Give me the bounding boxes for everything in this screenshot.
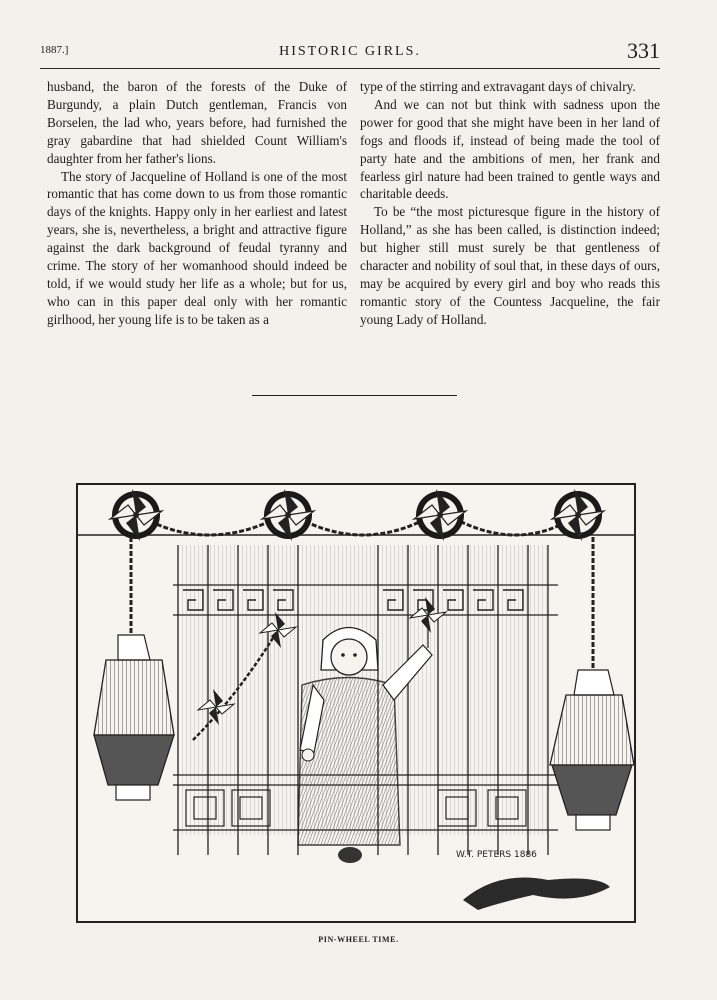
paragraph: husband, the baron of the forests of the Duke of Burgundy, a plain Dutch gentleman, Francis von Borselen, the lad who, years before, had furnished the gray gabardine that had shielded Count William's daughter from her father's lions. <box>47 79 347 166</box>
artist-signature: W.T. PETERS 1886 <box>456 850 537 860</box>
right-column <box>360 78 660 329</box>
section-divider <box>252 395 457 396</box>
left-lantern <box>94 635 174 800</box>
header-year: 1887.] <box>40 44 69 56</box>
right-lantern <box>550 670 634 830</box>
paragraph: To be “the most picturesque figure in the history of Holland,” as she has been called, is distinction indeed; but higher still must surely be that gentleness of character and nobility of soul that, in these days of ours, may be acquired by every girl and boy who reads this romantic story of the Countess Jacqueline, the fair young Lady of Holland. <box>360 204 660 327</box>
page-number: 331 <box>627 38 660 63</box>
paragraph: type of the stirring and extravagant days of chivalry. <box>360 79 636 94</box>
paragraph: The story of Jacqueline of Holland is one of the most romantic that has come down to us from those romantic days of the knights. Happy only in her earliest and latest years, she is, nevertheless, a bright and attractive figure against the dark background of feudal tyranny and crime. The story of her womanhood should indeed be told, if we would study her life as a whole; but for us, who can in this paper deal only with her romantic girlhood, her young life is to be taken as a <box>47 168 347 327</box>
illustration-caption: PIN-WHEEL TIME. <box>318 935 399 944</box>
illustration-drawing <box>78 485 634 921</box>
pin-wheel-illustration <box>76 483 636 923</box>
left-column <box>47 78 347 329</box>
paragraph: And we can not but think with sadness upon the power for good that she might have been in her land of fogs and floods if, instead of being made the tool of party hate and the ambitions of men, her frank and fearless girl nature had been trained to gentle ways and charitable deeds. <box>360 96 660 202</box>
header-title: HISTORIC GIRLS. <box>279 44 421 59</box>
header-rule <box>40 68 660 69</box>
